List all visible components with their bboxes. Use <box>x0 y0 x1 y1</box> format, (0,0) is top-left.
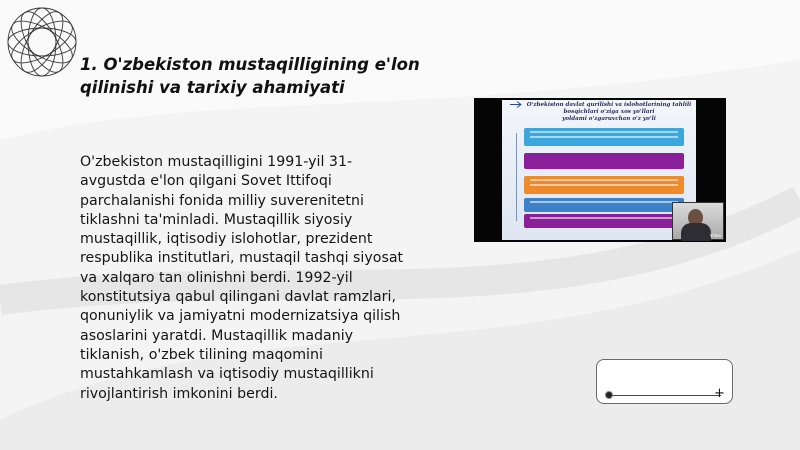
slide-bar-1 <box>524 128 684 146</box>
webcam-label: Video <box>709 233 721 238</box>
video-slide-frame <box>502 100 696 240</box>
presenter-webcam <box>672 202 724 240</box>
slide-bar-2 <box>524 153 684 169</box>
slide-body-text: O'zbekiston mustaqilligini 1991-yil 31-avgustda e'lon qilgani Sovet Ittifoqi parchalanishi fonida milliy suverenitetni tiklashni ta'minladi. Mustaqillik siyosiy mustaqillik, iqtisodiy islohotlar, prezident respublika institutlari, mustaqil tashqi siyosat va xalqaro tan olinishni berdi. 1992-yil konstitutsiya qabul qilingani davlat ramzlari, qonuniylik va jamiyatni modernizatsiya qilish asoslarini yaratdi. Mustaqillik madaniy tiklanish, o'zbek tilining maqomini mustahkamlash va iqtisodiy mustaqillikni rivojlantirish imkonini berdi. <box>80 154 404 402</box>
slide-bar-3 <box>524 176 684 194</box>
scrubber-dot-icon[interactable] <box>605 391 613 399</box>
slide-bar-4 <box>524 198 684 212</box>
media-player-controls[interactable] <box>596 359 733 404</box>
video-slide-title: O'zbekiston davlat qurilishi va islohotlarining tahlili bosqichlari o'ziga xos yo'llari yoldami o'zgaruvchan o'z yo'li <box>526 102 692 122</box>
presenter-body <box>681 223 711 241</box>
slide-bar-5 <box>524 214 684 228</box>
circular-lattice-logo-icon <box>4 4 80 80</box>
plus-icon[interactable]: + <box>714 386 725 401</box>
slide-title: 1. O'zbekiston mustaqilligining e'lon qilinishi va tarixiy ahamiyati <box>80 55 420 97</box>
progress-track[interactable] <box>609 395 721 396</box>
embedded-video[interactable] <box>474 98 726 242</box>
